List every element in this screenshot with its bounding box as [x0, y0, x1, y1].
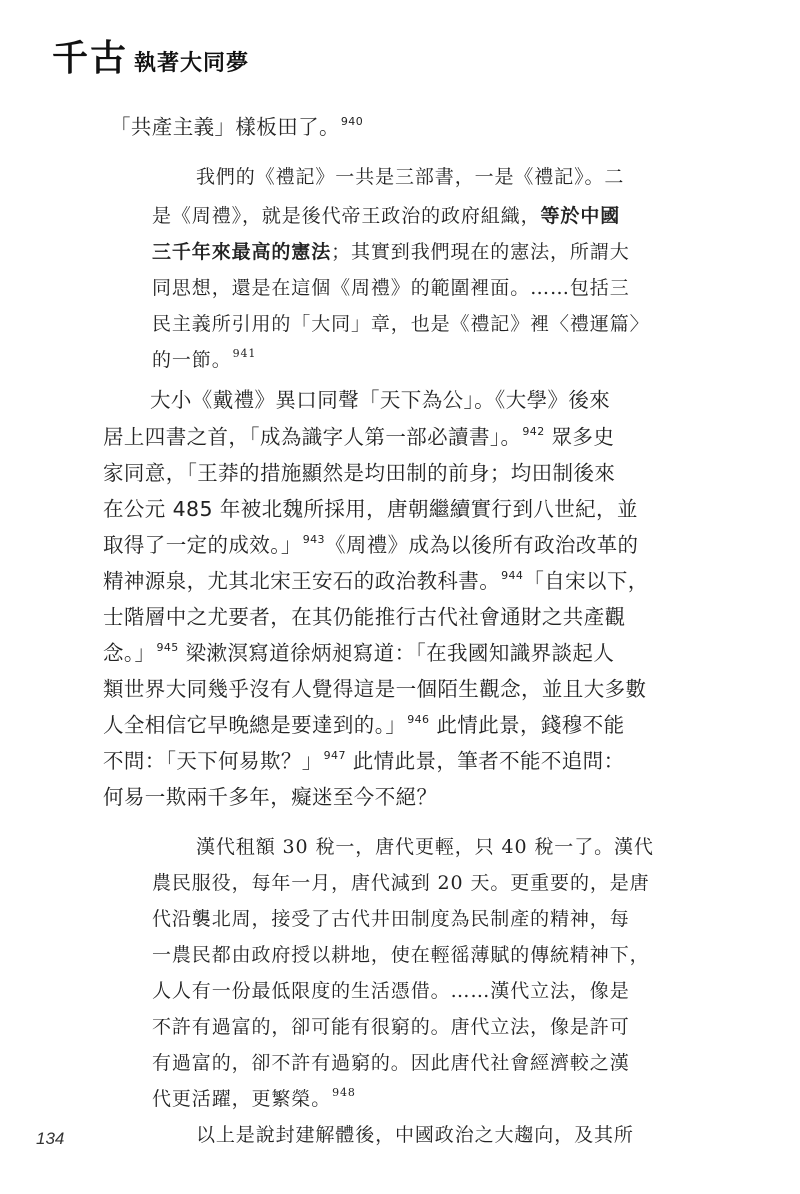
- quote-line: 不許有過富的，卻可能有很窮的。唐代立法，像是許可: [152, 1016, 630, 1038]
- text-line: 取得了一定的成效。」$^{943}$《周禮》成為以後所有政治改革的: [103, 533, 639, 557]
- text-line: 在公元 485 年被北魏所採用，唐朝繼續實行到八世紀，並: [103, 497, 638, 521]
- footnote-ref: 943: [302, 533, 325, 547]
- quote-line: 農民服役，每年一月，唐代減到 20 天。更重要的，是唐: [152, 872, 650, 894]
- footnote-ref: 945: [156, 641, 179, 655]
- text-line: 不問：「天下何易欺？」$^{947}$ 此情此景，筆者不能不追問：: [103, 749, 625, 773]
- text-line: 家同意，「王莽的措施顯然是均田制的前身；均田制後來: [103, 461, 616, 485]
- text-line: 人全相信它早晚總是要達到的。」$^{946}$ 此情此景，錢穆不能: [103, 713, 625, 737]
- book-title-small: 執著大同夢: [134, 50, 250, 76]
- quote-line: 三千年來最高的憲法；其實到我們現在的憲法，所謂大: [152, 241, 630, 263]
- text-line: 居上四書之首，「成為識字人第一部必讀書」。$^{942}$ 眾多史: [103, 425, 615, 449]
- running-head: [52, 30, 249, 81]
- text-line: 精神源泉，尤其北宋王安石的政治教科書。$^{944}$「自宋以下，: [103, 569, 649, 593]
- footnote-ref: 942: [522, 425, 545, 439]
- footnote-ref: 946: [407, 713, 430, 727]
- quote-line: 有過富的，卻不許有過窮的。因此唐代社會經濟較之漢: [152, 1052, 630, 1074]
- quote-line: 是《周禮》，就是後代帝王政治的政府組織，等於中國: [152, 205, 621, 227]
- quote-line: 人人有一份最低限度的生活憑借。……漢代立法，像是: [152, 980, 630, 1002]
- quote-line: 民主義所引用的「大同」章，也是《禮記》裡〈禮運篇〉: [152, 313, 650, 335]
- text-line: 念。」$^{945}$ 梁漱溟寫道徐炳昶寫道：「在我國知識界談起人: [103, 641, 615, 665]
- quote-line: 漢代租額 30 稅一，唐代更輕，只 40 稅一了。漢代: [196, 836, 654, 858]
- footnote-ref: 947: [323, 749, 346, 763]
- quote-line: 的一節。$^{941}$: [152, 347, 257, 371]
- book-title-large: 千古: [52, 37, 129, 79]
- quote-line: 我們的《禮記》一共是三部書，一是《禮記》。二: [196, 166, 625, 188]
- text-line: 何易一欺兩千多年，癡迷至今不絕？: [103, 785, 438, 809]
- text-line: 大小《戴禮》異口同聲「天下為公」。《大學》後來: [150, 388, 611, 412]
- footnote-ref: 948: [332, 1086, 356, 1100]
- footnote-ref: 941: [232, 347, 257, 361]
- footnote-ref: 944: [501, 569, 524, 583]
- quote-line: 同思想，還是在這個《周禮》的範圍裡面。……包括三: [152, 277, 630, 299]
- quote-line: 代更活躍，更繁榮。$^{948}$: [152, 1086, 356, 1110]
- quote-line: 一農民都由政府授以耕地，使在輕徭薄賦的傳統精神下，: [152, 944, 650, 966]
- text-line: 士階層中之尤要者，在其仍能推行古代社會通財之共產觀: [103, 605, 626, 629]
- quote-line: 以上是說封建解體後，中國政治之大趨向，及其所: [196, 1124, 634, 1146]
- footnote-ref: 940: [340, 115, 364, 129]
- quote-line: 代沿襲北周，接受了古代井田制度為民制產的精神，每: [152, 908, 630, 930]
- text-line: 類世界大同幾乎沒有人覺得這是一個陌生觀念，並且大多數: [103, 677, 647, 701]
- text-line: 「共產主義」樣板田了。$^{940}$: [110, 115, 364, 139]
- page-number: 134: [36, 1129, 65, 1148]
